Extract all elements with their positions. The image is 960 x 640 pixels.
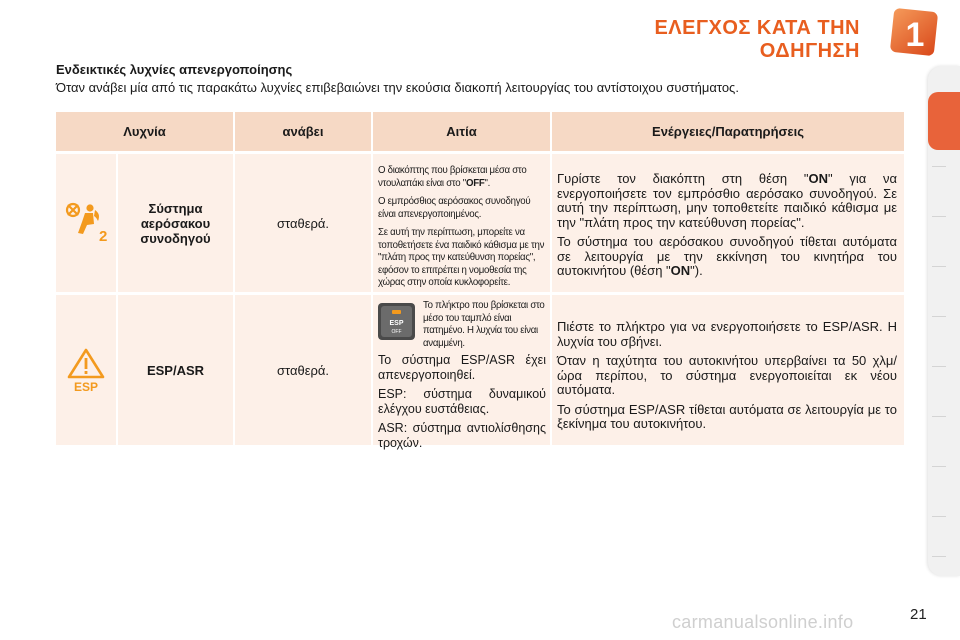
chapter-sidebar xyxy=(928,66,960,576)
cause-paragraph: ESP: σύστημα δυναμικού ελέγχου ευστάθειας. xyxy=(378,387,546,416)
esp-warning-icon xyxy=(66,347,106,393)
column-header-cause: Αιτία xyxy=(373,112,550,151)
system-name-line: συνοδηγού xyxy=(140,230,211,246)
chapter-number: 1 xyxy=(905,16,925,54)
system-name-line: Σύστημα xyxy=(148,200,203,216)
chapter-badge xyxy=(889,6,941,58)
system-name-cell xyxy=(118,154,233,292)
page-number: 21 xyxy=(910,606,927,623)
action-paragraph: Το σύστημα του αερόσακου συνοδηγού τίθεται αυτόματα σε λειτουργία με την εκκίνηση του κινητήρα του αυτοκινήτου (θέση "ON"). xyxy=(557,234,897,278)
sidebar-divider xyxy=(932,216,946,217)
system-name-line: αερόσακου xyxy=(140,215,211,231)
lamp-state-cell xyxy=(235,295,371,445)
sidebar-divider xyxy=(932,266,946,267)
action-cell xyxy=(552,154,904,292)
cause-paragraph: ASR: σύστημα αντιολίσθησης τροχών. xyxy=(378,421,546,450)
column-header-lamp: Λυχνία xyxy=(56,112,233,151)
sidebar-divider xyxy=(932,416,946,417)
lamp-state-cell xyxy=(235,154,371,292)
airbag-off-icon xyxy=(63,200,109,246)
lamp-icon-cell xyxy=(56,295,116,445)
intro-heading: Ενδεικτικές λυχνίες απενεργοποίησης xyxy=(56,62,293,77)
sidebar-divider xyxy=(932,466,946,467)
system-name-cell xyxy=(118,295,233,445)
action-paragraph: Γυρίστε τον διακόπτη στη θέση "ON" για να ενεργοποιήσετε τον εμπρόσθιο αερόσακο συνοδηγού. Σε αυτή την περίπτωση, μην τοποθετείτε παιδικό κάθισμα με την "πλάτη προς την κατεύθυνση πορείας". xyxy=(557,171,897,230)
cause-paragraph: Ο διακόπτης που βρίσκεται μέσα στο ντουλαπάκι είναι στο "OFF". xyxy=(378,164,527,189)
lamp-icon-cell xyxy=(56,154,116,292)
watermark: carmanualsonline.info xyxy=(672,612,854,632)
esp-off-button-label-top: ESP xyxy=(389,320,404,327)
page-header xyxy=(0,0,960,62)
esp-off-button-icon xyxy=(378,303,415,340)
esp-icon-label: ESP xyxy=(73,380,99,393)
airbag-icon-number: 2 xyxy=(99,228,108,245)
cause-cell xyxy=(373,154,550,292)
system-name: ESP/ASR xyxy=(146,362,205,378)
sidebar-tab-active[interactable] xyxy=(928,92,960,150)
section-title: ΕΛΕΓΧΟΣ ΚΑΤΑ ΤΗΝ ΟΔΗΓΗΣΗ xyxy=(654,17,860,62)
sidebar-divider xyxy=(932,366,946,367)
column-header-lights: ανάβει xyxy=(235,112,371,151)
cause-paragraph: Σε αυτή την περίπτωση, μπορείτε να τοποθετήσετε ένα παιδικό κάθισμα με την "πλάτη προς την κατεύθυνση πορείας", εφόσον το επιτρέπει η νομοθεσία της χώρας στην οποία κυκλοφορείτε. xyxy=(378,226,545,288)
cause-paragraph: Το σύστημα ESP/ASR έχει απενεργοποιηθεί. xyxy=(378,353,546,382)
action-paragraph: Όταν η ταχύτητα του αυτοκινήτου υπερβαίνει τα 50 χλμ/ώρα περίπου, το σύστημα ενεργοποιείται εκ νέου αυτόματα. xyxy=(557,353,897,397)
cause-paragraph: Ο εμπρόσθιος αερόσακος συνοδηγού είναι απενεργοποιημένος. xyxy=(378,195,531,220)
column-header-actions: Ενέργειες/Παρατηρήσεις xyxy=(552,112,904,151)
action-paragraph: Το σύστημα ESP/ASR τίθεται αυτόματα σε λειτουργία με το ξεκίνημα του αυτοκινήτου. xyxy=(557,401,897,431)
lamp-state-text: σταθερά. xyxy=(276,215,330,231)
sidebar-divider xyxy=(932,556,946,557)
action-paragraph: Πιέστε το πλήκτρο για να ενεργοποιήσετε το ESP/ASR. Η λυχνία του σβήνει. xyxy=(557,319,897,349)
sidebar-divider xyxy=(932,516,946,517)
intro-paragraph: Όταν ανάβει μία από τις παρακάτω λυχνίες επιβεβαιώνει την εκούσια διακοπή λειτουργίας του αντίστοιχου συστήματος. xyxy=(56,80,739,95)
action-cell xyxy=(552,295,904,445)
sidebar-divider xyxy=(932,166,946,167)
esp-off-button-label-bottom: OFF xyxy=(391,329,402,335)
cause-cell xyxy=(373,295,550,450)
sidebar-divider xyxy=(932,316,946,317)
cause-button-text: Το πλήκτρο που βρίσκεται στο μέσο του ταμπλό είναι πατημένο. Η λυχνία του είναι αναμμένη. xyxy=(423,299,545,349)
lamp-state-text: σταθερά. xyxy=(276,362,330,378)
